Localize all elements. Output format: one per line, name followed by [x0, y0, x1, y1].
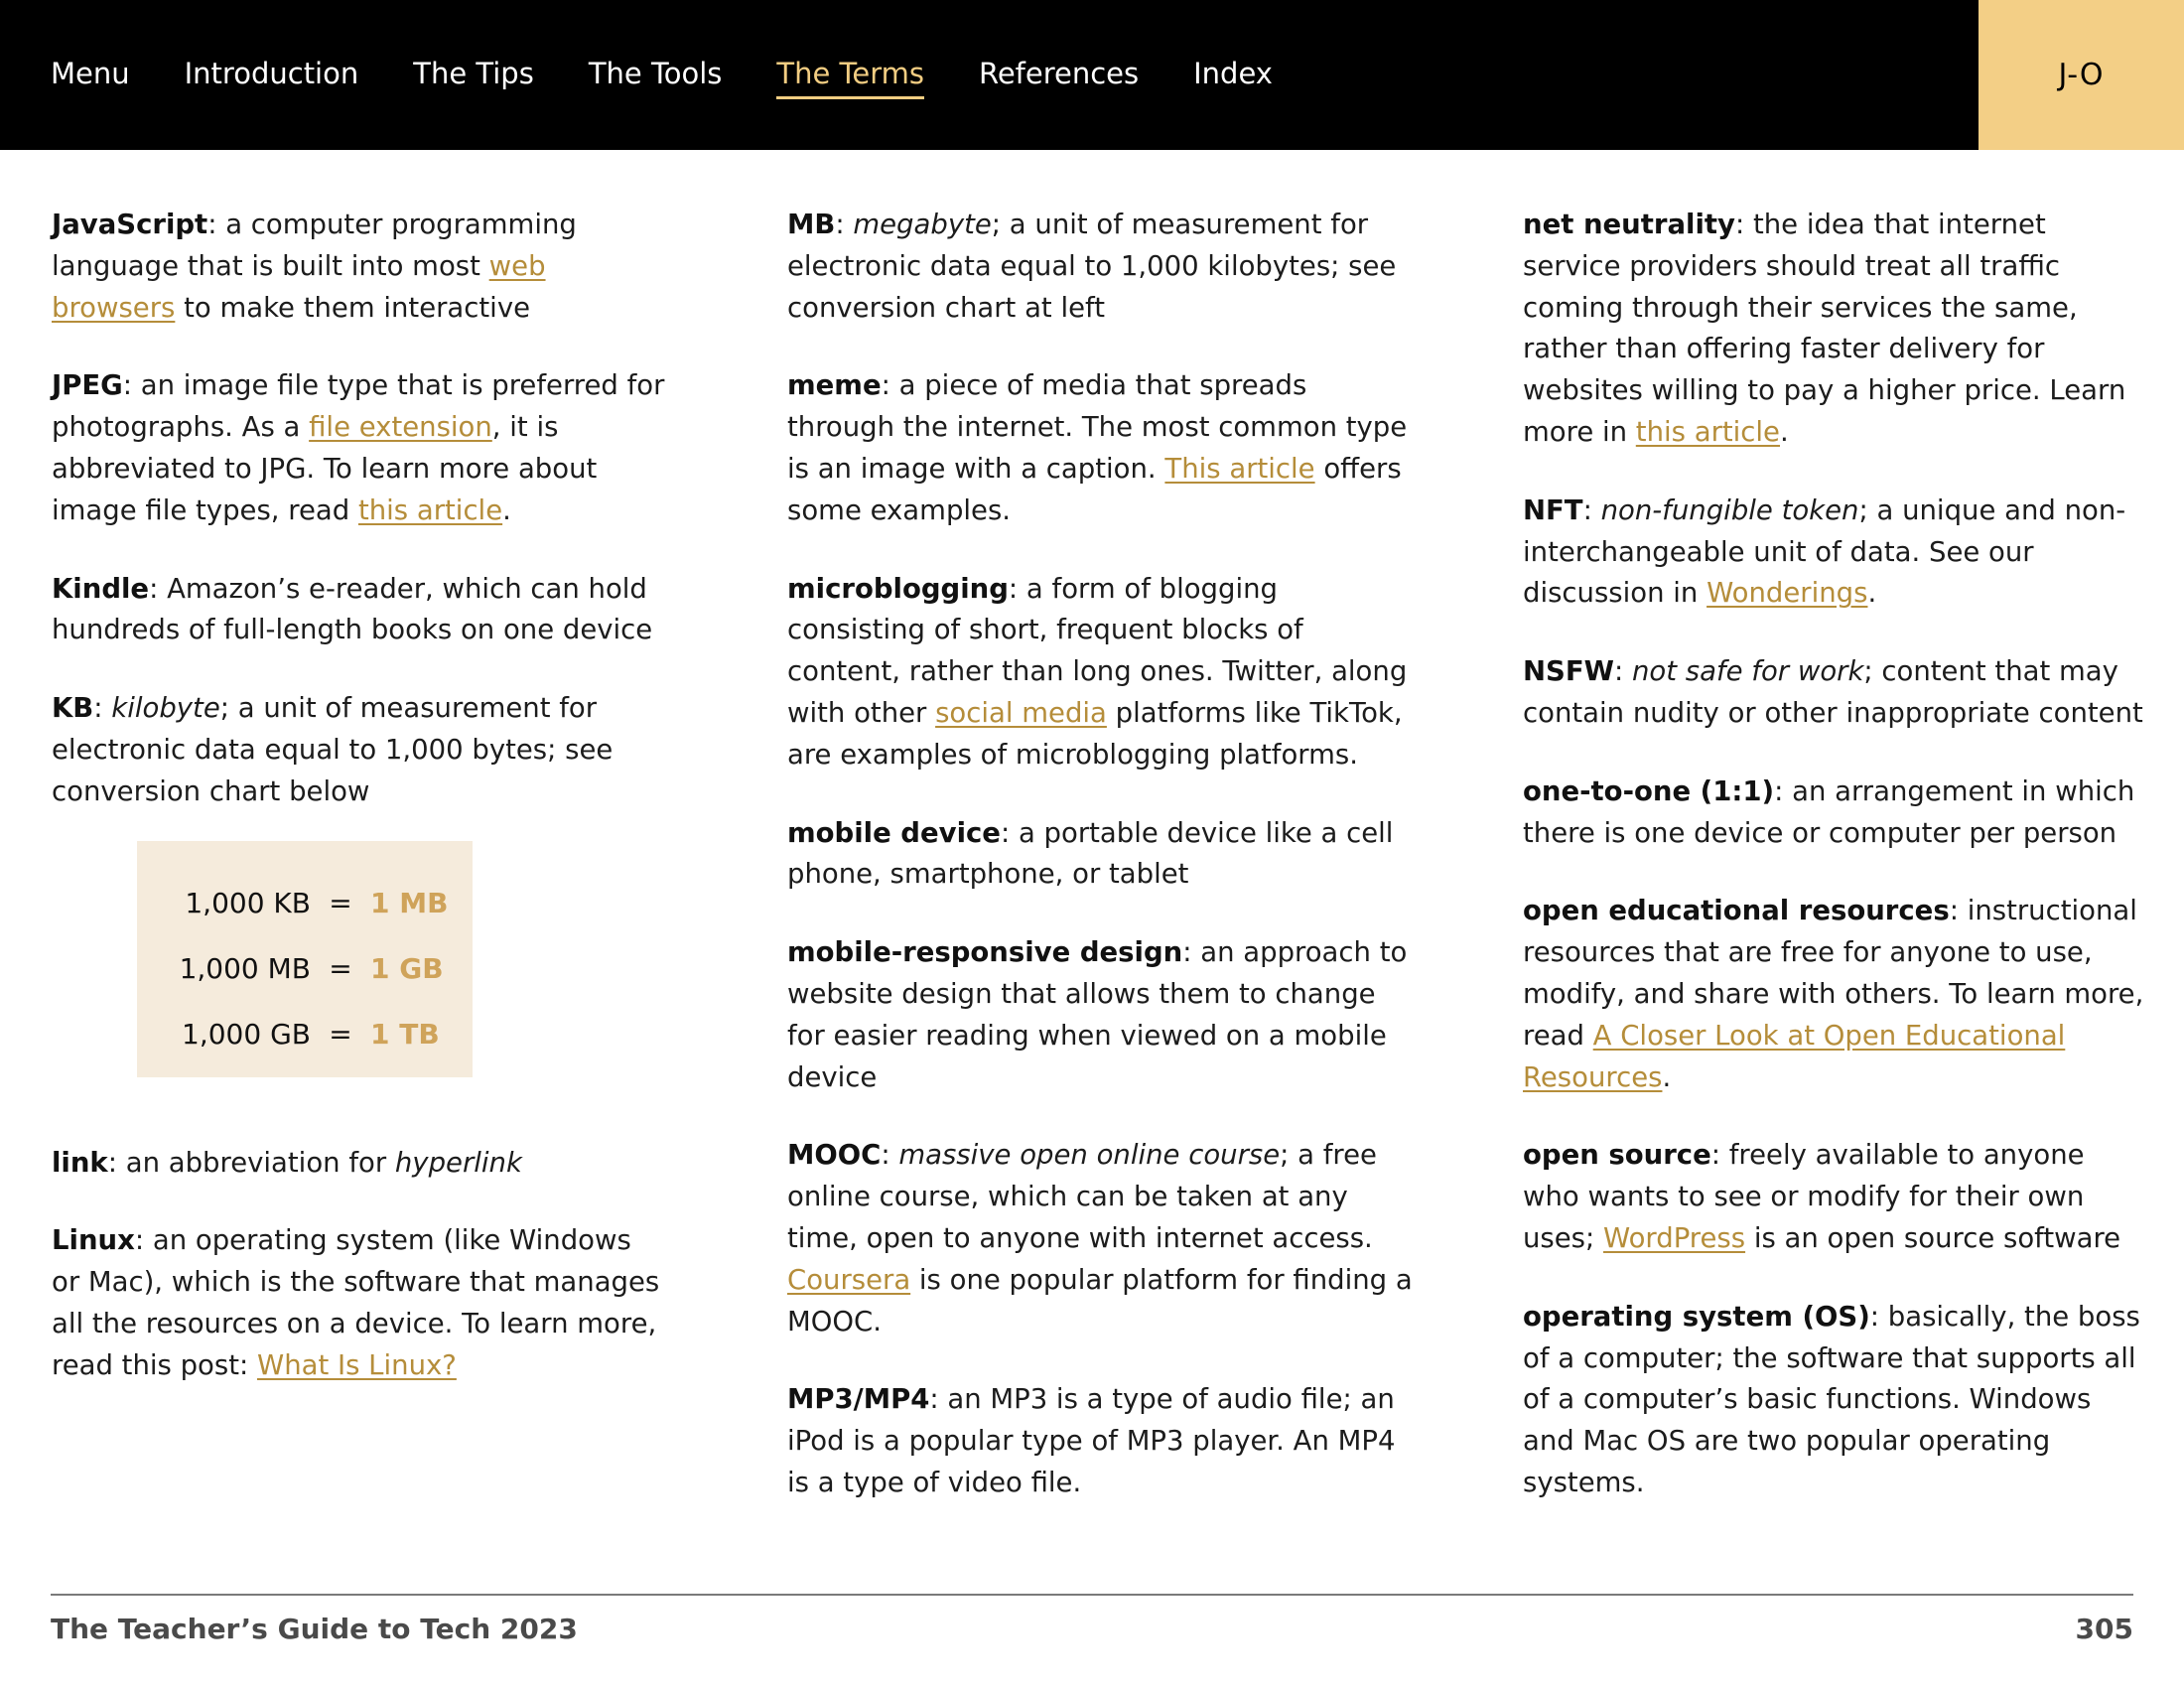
term: open source	[1523, 1139, 1711, 1172]
entry-jpeg: JPEG: an image file type that is preferred for photographs. As a file extension, it is abbreviated to JPG. To learn more about image file types, read this article.	[52, 369, 665, 526]
nav-references[interactable]: References	[978, 57, 1140, 90]
link-this-article[interactable]: This article	[1164, 452, 1315, 485]
link-closer-look-oer[interactable]: A Closer Look at Open Educational Resources	[1523, 1019, 2066, 1093]
nav-menu[interactable]: Menu	[51, 57, 130, 90]
nav-introduction[interactable]: Introduction	[184, 57, 359, 90]
top-nav-bar	[0, 0, 2184, 150]
link-wonderings[interactable]: Wonderings	[1706, 577, 1868, 610]
nav-index[interactable]: Index	[1193, 57, 1273, 90]
entry-nft: NFT: non-fungible token; a unique and non-interchangeable unit of data. See our discussion in Wonderings.	[1523, 493, 2126, 610]
nav-the-tips[interactable]: The Tips	[413, 57, 534, 90]
nav-the-terms[interactable]: The Terms	[776, 57, 924, 99]
link-social-media[interactable]: social media	[935, 696, 1107, 729]
entry-one-to-one: one-to-one (1:1): an arrangement in which there is one device or computer per person	[1523, 774, 2135, 849]
term: NSFW	[1523, 655, 1614, 688]
link-coursera[interactable]: Coursera	[787, 1263, 911, 1296]
term: MP3/MP4	[787, 1383, 930, 1416]
conversion-row: 1,000 GB = 1 TB	[182, 1017, 440, 1051]
conversion-row: 1,000 MB = 1 GB	[179, 951, 444, 985]
term: net neutrality	[1523, 209, 1735, 240]
footer-divider	[51, 1594, 2133, 1596]
entry-kindle: Kindle: Amazon’s e-reader, which can hold hundreds of full-length books on one device	[52, 572, 653, 646]
entry-open-source: open source: freely available to anyone who wants to see or modify for their own uses; WordPress is an open source software	[1523, 1139, 2121, 1254]
glossary-column-2	[787, 205, 1413, 1541]
entry-mobile-device: mobile device: a portable device like a cell phone, smartphone, or tablet	[787, 816, 1394, 891]
term: mobile device	[787, 816, 1001, 849]
entry-link: link: an abbreviation for hyperlink	[52, 1146, 522, 1179]
page-number: 305	[2075, 1613, 2133, 1645]
footer-book-title: The Teacher’s Guide to Tech 2023	[51, 1613, 578, 1645]
term: MOOC	[787, 1139, 882, 1172]
section-tab-j-o[interactable]: J-O	[1979, 0, 2184, 150]
entry-open-educational-resources: open educational resources: instructional resources that are free for anyone to use, modify, and share with others. To learn more, read A Closer Look at Open Educational Resources.	[1523, 895, 2144, 1093]
term: meme	[787, 369, 882, 402]
link-this-article[interactable]: this article	[357, 493, 503, 526]
term: open educational resources	[1523, 895, 1950, 927]
term: JavaScript	[52, 209, 208, 240]
glossary-column-1	[52, 205, 667, 1424]
term: link	[52, 1146, 108, 1179]
entry-mobile-responsive-design: mobile-responsive design: an approach to website design that allows them to change for easier reading when viewed on a mobile device	[787, 936, 1408, 1093]
glossary-column-3	[1523, 205, 2148, 1541]
entry-linux: Linux: an operating system (like Windows or Mac), which is the software that manages all the resources on a device. To learn more, read this post: What Is Linux?	[52, 1224, 660, 1381]
entry-kb: KB: kilobyte; a unit of measurement for electronic data equal to 1,000 bytes; see conversion chart below	[52, 692, 614, 807]
nav-the-tools[interactable]: The Tools	[588, 57, 723, 90]
link-wordpress[interactable]: WordPress	[1603, 1221, 1746, 1254]
entry-net-neutrality: net neutrality: the idea that internet service providers should treat all traffic coming through their services the same, rather than offering faster delivery for websites willing to pay a higher price. Learn more in this article.	[1523, 209, 2126, 448]
link-web-browsers[interactable]: web browsers	[52, 249, 546, 324]
entry-mooc: MOOC: massive open online course; a free online course, which can be taken at any time, open to anyone with internet access. Coursera is one popular platform for finding a MOOC.	[787, 1139, 1413, 1337]
term: JPEG	[52, 369, 123, 402]
main-nav	[51, 0, 1273, 150]
term: KB	[52, 692, 94, 725]
link-file-extension[interactable]: file extension	[309, 411, 492, 444]
entry-mb: MB: megabyte; a unit of measurement for electronic data equal to 1,000 kilobytes; see conversion chart at left	[787, 209, 1397, 324]
conversion-row: 1,000 KB = 1 MB	[185, 886, 449, 919]
term: operating system (OS)	[1523, 1300, 1870, 1333]
entry-javascript: JavaScript: a computer programming language that is built into most web browsers to make them interactive	[52, 209, 577, 324]
entry-nsfw: NSFW: not safe for work; content that may contain nudity or other inappropriate content	[1523, 655, 2143, 729]
term: MB	[787, 209, 836, 240]
conversion-chart	[137, 841, 473, 1077]
link-what-is-linux[interactable]: What Is Linux?	[257, 1348, 457, 1381]
entry-mp3-mp4: MP3/MP4: an MP3 is a type of audio file; an iPod is a popular type of MP3 player. An MP4 is a type of video file.	[787, 1383, 1396, 1498]
term: Linux	[52, 1224, 135, 1257]
entry-meme: meme: a piece of media that spreads through the internet. The most common type is an image with a caption. This article offers some examples.	[787, 369, 1408, 526]
term: microblogging	[787, 572, 1009, 605]
link-this-article[interactable]: this article	[1635, 415, 1780, 448]
entry-microblogging: microblogging: a form of blogging consisting of short, frequent blocks of content, rather than long ones. Twitter, along with other social media platforms like TikTok, are examples of microblogging platforms.	[787, 572, 1408, 771]
entry-operating-system: operating system (OS): basically, the boss of a computer; the software that supports all of a computer’s basic functions. Windows and Mac OS are two popular operating systems.	[1523, 1300, 2140, 1498]
term: one-to-one (1:1)	[1523, 774, 1775, 807]
term: NFT	[1523, 493, 1583, 526]
term: Kindle	[52, 572, 150, 605]
term: mobile-responsive design	[787, 936, 1183, 969]
